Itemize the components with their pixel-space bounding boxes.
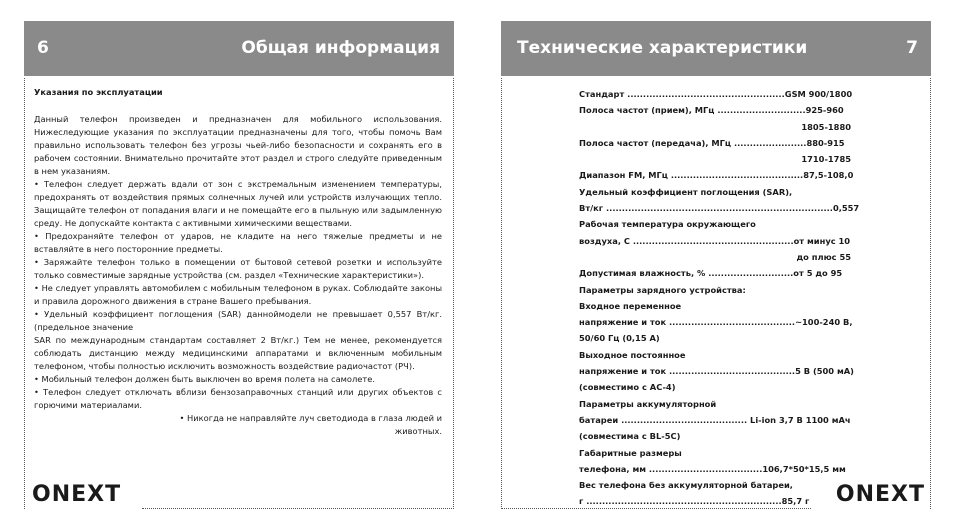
left-page-number: 6	[37, 38, 49, 58]
spec-line: Входное переменное	[579, 300, 682, 311]
left-page-header	[24, 21, 454, 76]
paragraph: • Телефон следует держать вдали от зон с экстремальным изменением температуры, предохранять от воздействия прямых солнечных лучей или устройств излучающих тепло. Защищайте телефон от попадания влаги и не помещайте его в пыльную или задымленную среду. Не допускайте контакта с активными химическими веществами.	[34, 179, 442, 228]
left-page-border-left	[24, 78, 25, 509]
right-page	[501, 0, 931, 531]
left-page-body	[34, 86, 442, 438]
right-page-border-left	[501, 78, 502, 509]
left-page-border-right	[453, 78, 454, 509]
spec-line: Вт/кг ........................................................................0,557	[579, 203, 860, 214]
right-page-header	[501, 21, 931, 76]
spec-line: Диапазон FM, МГц ..........................................87,5-108,0	[579, 170, 854, 181]
spec-line: Габаритные размеры	[579, 447, 682, 458]
paragraph: SAR по международным стандартам составляет 2 Вт/кг.) Тем не менее, рекомендуется соблюдать дистанцию между медицинскими аппаратами и включенным мобильным телефоном, чтобы полностью исключить возможность воздействие радиочастот (РЧ).	[34, 335, 442, 371]
right-page-number: 7	[906, 38, 918, 58]
spec-line: 1805-1880	[801, 121, 851, 132]
right-page-title: Технические характеристики	[517, 38, 808, 58]
spec-list	[579, 86, 860, 510]
spec-line: (совместима с BL-5C)	[579, 431, 681, 442]
onext-logo: ONEXT	[835, 482, 925, 507]
spec-line: Допустимая влажность, % ...........................от 5 до 95	[579, 268, 843, 279]
paragraph: • Телефон следует отключать вблизи бензозаправочных станций или других объектов с горючими материалами.	[34, 387, 442, 410]
paragraph: • Удельный коэффициент поглощения (SAR) данноймодели не превышает 0,557 Вт/кг. (предельное значение	[34, 309, 442, 332]
left-page-title: Общая информация	[241, 38, 440, 58]
spec-line: (совместимо с AC-4)	[579, 382, 676, 393]
spec-line: воздуха, С ...................................................от минус 10	[579, 235, 851, 246]
paragraph: • Не следует управлять автомобилем с мобильным телефоном в руках. Соблюдайте законы и правила дорожного движения в стране Вашего пребывания.	[34, 283, 442, 306]
section-title: Указания по эксплуатации	[34, 87, 163, 97]
spec-line: 1710-1785	[801, 154, 851, 165]
paragraph: • Заряжайте телефон только в помещении от бытовой сетевой розетки и используйте только совместимые зарядные устройства (см. раздел «Технические характеристики»).	[34, 257, 442, 280]
spec-line: Стандарт ..................................................GSM 900/1800	[579, 89, 853, 99]
spec-line: Полоса частот (прием), МГц ............................925-960	[579, 105, 844, 116]
paragraph: • Предохраняйте телефон от ударов, не кладите на него тяжелые предметы и не вставляйте в него посторонние предметы.	[34, 231, 442, 254]
spec-line: Удельный коэффициент поглощения (SAR),	[579, 186, 793, 197]
spec-line: Полоса частот (передача), МГц .......................880-915	[579, 137, 845, 148]
paragraph: Данный телефон произведен и предназначен для мобильного использования. Нижеследующие указания по эксплуатации предназначены для того, чтобы помочь Вам правильно использовать телефон без угрозы чьей-либо безопасности и сохранять его в рабочем состоянии. Внимательно прочитайте этот раздел и строго следуйте приведенным в нем указаниям.	[34, 114, 442, 176]
left-page-border-bottom	[142, 508, 454, 509]
onext-logo: ONEXT	[32, 482, 122, 507]
spec-line: батареи ........................................ Li-ion 3,7 В 1100 мАч	[579, 414, 851, 425]
spec-line: Рабочая температура окружающего	[579, 219, 756, 230]
left-page	[24, 0, 454, 531]
paragraph: • Мобильный телефон должен быть выключен во время полета на самолете.	[34, 374, 375, 384]
spec-line: телефона, мм ....................................106,7*50*15,5 мм	[579, 463, 846, 474]
paragraph-last: • Никогда не направляйте луч светодиода в глаза людей и животных.	[179, 413, 442, 436]
spec-line: Параметры зарядного устройства:	[579, 284, 746, 295]
spec-line: Вес телефона без аккумуляторной батареи,	[579, 480, 793, 491]
spec-line: г ..............................................................85,7 г	[579, 496, 810, 507]
right-page-border-right	[930, 78, 931, 509]
spec-line: до плюс 55	[796, 251, 851, 262]
spec-line: 50/60 Гц (0,15 А)	[579, 333, 660, 344]
spec-line: Параметры аккумуляторной	[579, 398, 717, 409]
spec-line: напряжение и ток ........................................5 В (500 мА)	[579, 366, 854, 377]
spec-line: Выходное постоянное	[579, 349, 686, 360]
spec-line: напряжение и ток ........................................~100-240 В,	[579, 317, 853, 328]
